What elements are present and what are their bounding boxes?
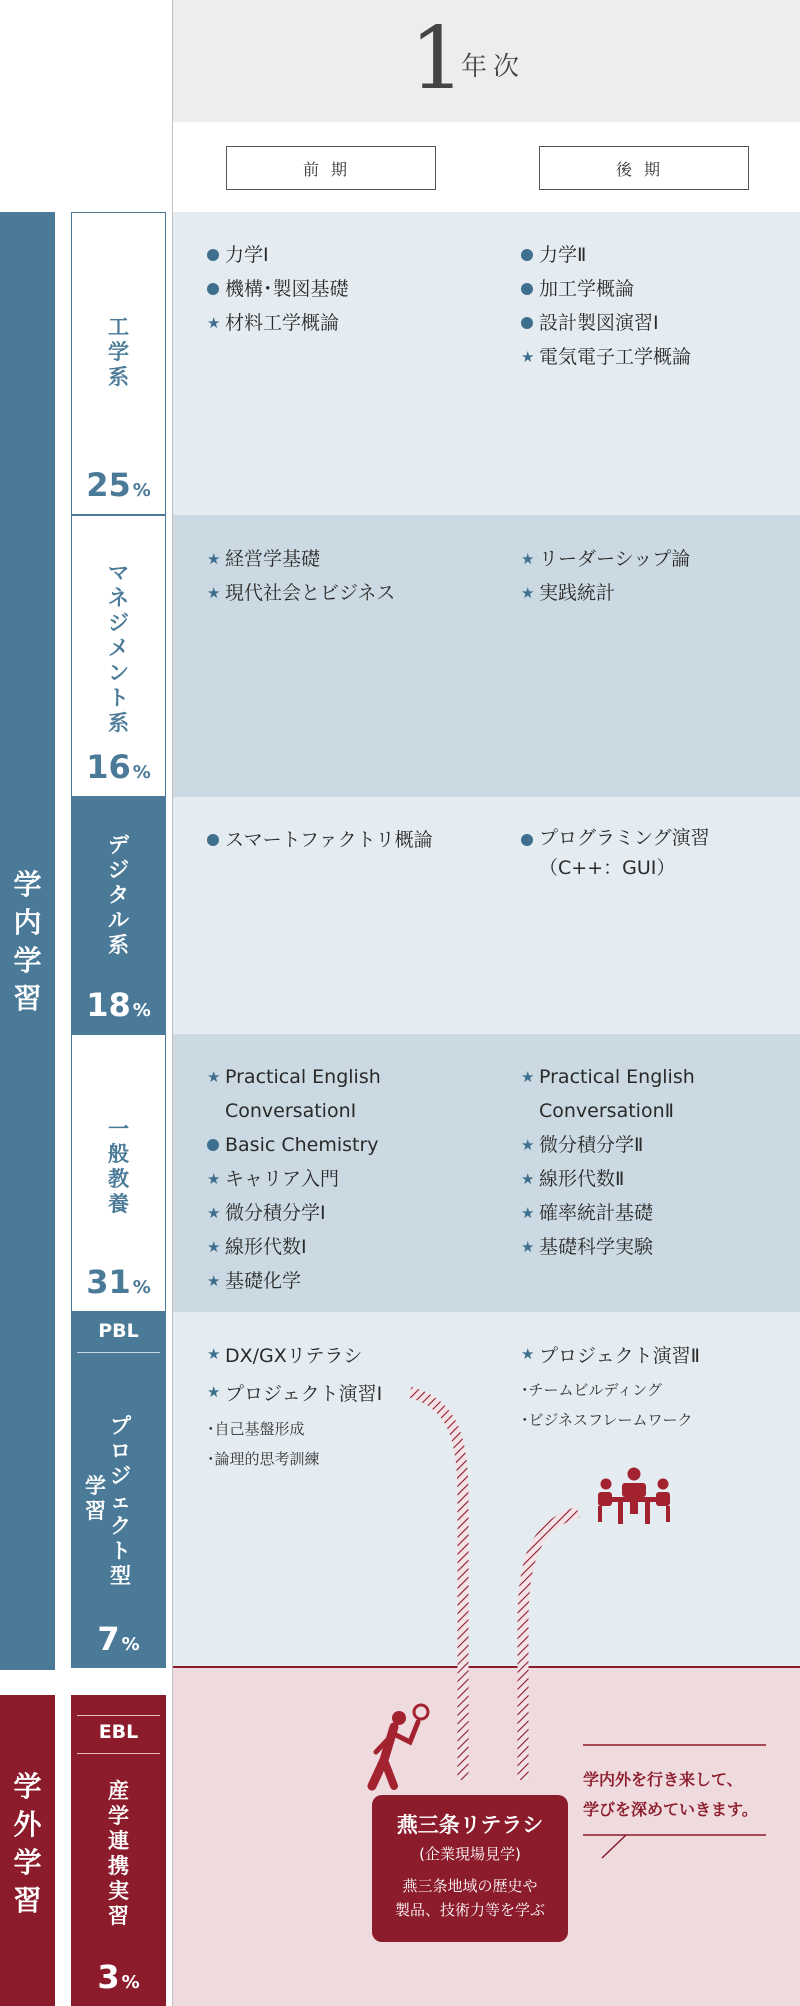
star-icon: ★ bbox=[521, 550, 535, 568]
star-icon: ★ bbox=[521, 1068, 535, 1086]
pbl-tag: PBL bbox=[98, 1320, 139, 1342]
term-second-label: 後期 bbox=[539, 146, 749, 190]
course-name: プログラミング演習 （C++：GUI） bbox=[539, 827, 710, 879]
year-number: 1 bbox=[410, 9, 465, 109]
outside-learning-label: 学 外 学 習 bbox=[13, 1770, 42, 1917]
category-engineering-label: 工 学 系 bbox=[108, 315, 129, 389]
course-name: プロジェクト演習Ⅰ bbox=[225, 1383, 383, 1405]
course-name: 基礎科学実験 bbox=[539, 1236, 654, 1258]
star-icon: ★ bbox=[207, 1170, 221, 1188]
category-management-percent: 16 % bbox=[86, 748, 151, 786]
course-name: 加工学概論 bbox=[539, 278, 635, 300]
category-management-label: マ ネ ジ メ ン ト 系 bbox=[108, 561, 129, 735]
magnifier-person-icon bbox=[372, 1705, 428, 1786]
year-label: 年次 bbox=[461, 52, 526, 82]
sub-item: ･論理的思考訓練 bbox=[207, 1450, 320, 1468]
star-icon: ★ bbox=[207, 1272, 221, 1290]
meeting-people-icon bbox=[598, 1468, 670, 1525]
course-name: スマートファクトリ概論 bbox=[225, 829, 433, 851]
star-icon: ★ bbox=[521, 1170, 535, 1188]
category-digital-label: デ ジ タ ル 系 bbox=[108, 833, 129, 957]
course-name: プロジェクト演習Ⅱ bbox=[539, 1345, 700, 1367]
category-ebl-percent: 3 % bbox=[97, 1958, 140, 1996]
course-name: 微分積分学Ⅱ bbox=[539, 1134, 644, 1156]
course-name: 確率統計基礎 bbox=[539, 1202, 654, 1224]
course-name: 線形代数Ⅱ bbox=[539, 1168, 625, 1190]
course-name: 実践統計 bbox=[539, 582, 616, 604]
sub-item: ･チームビルディング bbox=[521, 1381, 663, 1399]
star-icon: ★ bbox=[521, 1238, 535, 1256]
flow-arrow-up bbox=[523, 1512, 578, 1780]
star-icon: ★ bbox=[521, 1345, 535, 1363]
ebl-banner-title: 燕三条リテラシ bbox=[396, 1813, 544, 1837]
course-name: 経営学基礎 bbox=[225, 548, 321, 570]
star-icon: ★ bbox=[207, 1204, 221, 1222]
course-name: 現代社会とビジネス bbox=[225, 582, 396, 604]
course-name: キャリア入門 bbox=[225, 1168, 340, 1190]
star-icon: ★ bbox=[521, 1204, 535, 1222]
course-name: Practical English ConversationⅡ bbox=[539, 1066, 695, 1122]
star-icon: ★ bbox=[521, 584, 535, 602]
course-name: 力学Ⅰ bbox=[225, 244, 269, 266]
inside-learning-label: 学 内 学 習 bbox=[13, 868, 42, 1015]
ebl-banner-desc: 燕三条地域の歴史や 製品、技術力等を学ぶ bbox=[394, 1877, 545, 1919]
learning-note: 学内外を行き来して、 学びを深めていきます。 bbox=[583, 1770, 758, 1819]
star-icon: ★ bbox=[521, 348, 535, 366]
course-name: 設計製図演習Ⅰ bbox=[539, 312, 659, 334]
star-icon: ★ bbox=[521, 1136, 535, 1154]
star-icon: ★ bbox=[207, 1238, 221, 1256]
course-name: 線形代数Ⅰ bbox=[225, 1236, 307, 1258]
term-first-label: 前期 bbox=[226, 146, 436, 190]
course-name: 力学Ⅱ bbox=[539, 244, 587, 266]
course-name: Practical English ConversationⅠ bbox=[225, 1066, 381, 1122]
ebl-tag: EBL bbox=[98, 1721, 139, 1743]
course-name: リーダーシップ論 bbox=[539, 548, 691, 570]
sub-item: ･ビジネスフレームワーク bbox=[521, 1411, 693, 1429]
note-line-bottom bbox=[583, 1835, 766, 1858]
star-icon: ★ bbox=[207, 584, 221, 602]
ebl-banner bbox=[372, 1795, 568, 1942]
star-icon: ★ bbox=[207, 1383, 221, 1401]
category-general-percent: 31 % bbox=[86, 1263, 151, 1301]
course-name: Basic Chemistry bbox=[225, 1134, 379, 1156]
sub-item: ･自己基盤形成 bbox=[207, 1420, 305, 1438]
star-icon: ★ bbox=[207, 1345, 221, 1363]
course-name: 微分積分学Ⅰ bbox=[225, 1202, 326, 1224]
category-ebl-label: 産 学 連 携 実 習 bbox=[108, 1779, 129, 1928]
course-name: 材料工学概論 bbox=[225, 312, 340, 334]
category-pbl-percent: 7 % bbox=[97, 1620, 140, 1658]
category-engineering-percent: 25 % bbox=[86, 466, 151, 504]
star-icon: ★ bbox=[207, 550, 221, 568]
star-icon: ★ bbox=[207, 314, 221, 332]
star-icon: ★ bbox=[207, 1068, 221, 1086]
category-pbl-label: 学 習 プ ロ ジ ェ ク ト 型 bbox=[85, 1414, 131, 1588]
course-name: 基礎化学 bbox=[225, 1270, 302, 1292]
course-name: 機構･製図基礎 bbox=[225, 278, 349, 300]
course-name: 電気電子工学概論 bbox=[539, 346, 692, 368]
ebl-banner-subtitle: (企業現場見学) bbox=[419, 1845, 521, 1863]
category-digital-percent: 18 % bbox=[86, 986, 151, 1024]
category-general-label: 一 般 教 養 bbox=[108, 1117, 129, 1216]
course-name: DX/GXリテラシ bbox=[225, 1345, 363, 1367]
